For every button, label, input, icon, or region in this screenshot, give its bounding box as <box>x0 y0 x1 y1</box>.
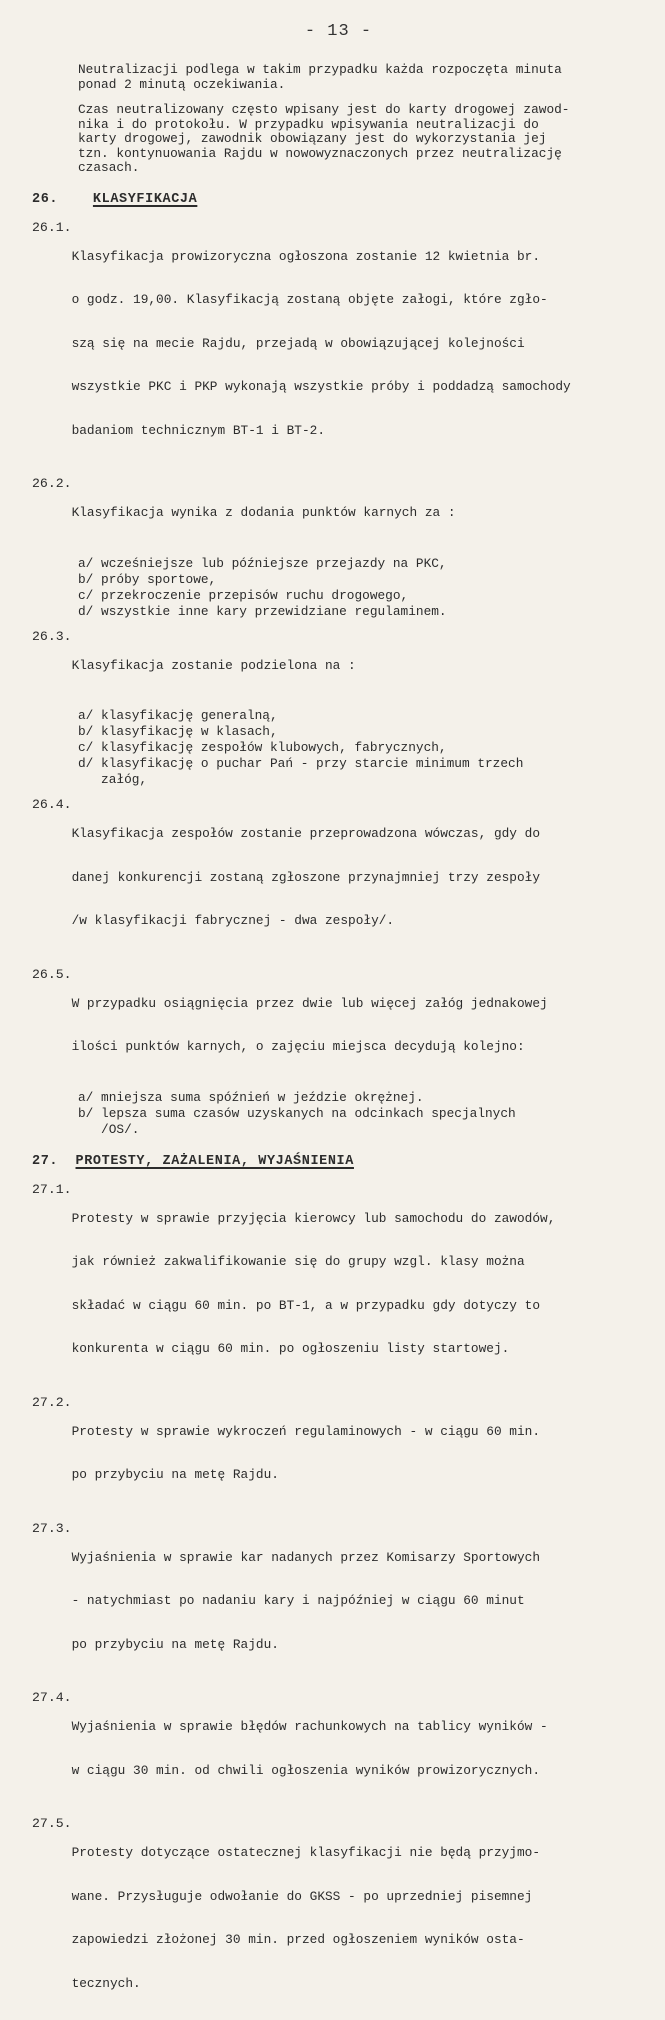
clause-number: 26.4. <box>32 797 72 812</box>
list-item: b/ lepsza suma czasów uzyskanych na odcinkach specjalnych <box>78 1105 516 1121</box>
list-item: c/ przekroczenie przepisów ruchu drogowego, <box>78 587 409 603</box>
clause-number: 27.5. <box>32 1816 72 1831</box>
clause-number: 26.2. <box>32 476 72 491</box>
clause-text <box>72 221 571 468</box>
text-line: nika i do protokołu. W przypadku wpisywania neutralizacji do <box>78 116 539 132</box>
text-line: o godz. 19,00. Klasyfikacją zostaną objęte załogi, które zgło- <box>71 292 548 307</box>
clause-number: 27.2. <box>32 1394 72 1410</box>
text-line: tzn. kontynuowania Rajdu w nowowyznaczonych przez neutralizację <box>78 145 562 161</box>
text-line: /w klasyfikacji fabrycznej - dwa zespoły/. <box>71 913 395 928</box>
text-line: danej konkurencji zostaną zgłoszone przynajmniej trzy zespoły <box>71 869 541 885</box>
clause-27-4 <box>32 1691 645 1807</box>
section-title: KLASYFIKACJA <box>92 191 198 207</box>
text-line: szą się na mecie Rajdu, przejadą w obowiązującej kolejności <box>71 335 525 351</box>
section-number: 27. <box>32 1153 59 1169</box>
text-line: Klasyfikacja zespołów zostanie przeprowadzona wówczas, gdy do <box>71 826 541 841</box>
clause-text <box>72 1691 548 1807</box>
intro-paragraph-2 <box>32 103 645 176</box>
text-line: badaniom technicznym BT-1 i BT-2. <box>71 422 325 438</box>
clause-number: 26.1. <box>32 219 72 235</box>
text-line: W przypadku osiągnięcia przez dwie lub więcej załóg jednakowej <box>71 995 548 1011</box>
text-line: składać w ciągu 60 min. po BT-1, a w przypadku gdy dotyczy to <box>71 1297 541 1313</box>
text-line: - natychmiast po nadaniu kary i najpóźniej w ciągu 60 minut <box>71 1593 525 1608</box>
clause-27-2 <box>32 1396 645 1512</box>
section-title: PROTESTY, ZAŻALENIA, WYJAŚNIENIA <box>75 1153 354 1169</box>
clause-text <box>72 1817 540 2020</box>
text-line: zapowiedzi złożonej 30 min. przed ogłoszeniem wyników osta- <box>71 1932 525 1947</box>
clause-number: 27.3. <box>32 1520 72 1536</box>
list-item: a/ wcześniejsze lub późniejsze przejazdy na PKC, <box>78 555 447 571</box>
text-line: Klasyfikacja zostanie podzielona na : <box>71 657 356 673</box>
text-line: konkurenta w ciągu 60 min. po ogłoszeniu listy startowej. <box>71 1341 510 1356</box>
text-line: wszystkie PKC i PKP wykonają wszystkie próby i poddadzą samochody <box>71 379 571 394</box>
clause-text <box>72 968 548 1084</box>
text-line: Neutralizacji podlega w takim przypadku każda rozpoczęta minuta <box>78 62 562 77</box>
text-line: tecznych. <box>71 1975 141 1991</box>
text-line: ilości punktów karnych, o zajęciu miejsca decydują kolejno: <box>71 1039 525 1054</box>
text-line: Protesty w sprawie wykroczeń regulaminowych - w ciągu 60 min. <box>71 1423 541 1439</box>
text-line: Czas neutralizowany często wpisany jest do karty drogowej zawod- <box>78 102 570 117</box>
intro-paragraph-1 <box>32 63 645 92</box>
section-heading-26 <box>32 192 645 207</box>
clause-26-2 <box>32 477 645 550</box>
clause-text <box>72 630 356 703</box>
list-item: a/ mniejsza suma spóźnień w jeździe okrężnej. <box>78 1089 424 1105</box>
clause-number: 27.1. <box>32 1181 72 1197</box>
sublist-26-2 <box>78 556 645 620</box>
list-item: /OS/. <box>78 1121 140 1137</box>
sublist-26-3 <box>78 708 645 788</box>
clause-number: 26.5. <box>32 966 72 982</box>
clause-26-4 <box>32 798 645 958</box>
list-item: załóg, <box>78 772 148 787</box>
clause-text <box>72 798 540 958</box>
page-number: - 13 - <box>304 22 373 41</box>
text-line: po przybyciu na metę Rajdu. <box>71 1636 279 1652</box>
text-line: wane. Przysługuje odwołanie do GKSS - po uprzedniej pisemnej <box>71 1888 533 1904</box>
clause-text <box>72 1522 540 1682</box>
list-item: b/ klasyfikację w klasach, <box>78 724 278 739</box>
text-line: Protesty w sprawie przyjęcia kierowcy lub samochodu do zawodów, <box>71 1210 556 1226</box>
sublist-26-5 <box>78 1090 645 1138</box>
text-line: w ciągu 30 min. od chwili ogłoszenia wyników prowizorycznych. <box>71 1762 541 1778</box>
clause-26-3 <box>32 630 645 703</box>
text-line: Wyjaśnienia w sprawie kar nadanych przez Komisarzy Sportowych <box>71 1549 541 1565</box>
text-line: po przybyciu na metę Rajdu. <box>71 1467 279 1482</box>
clause-number: 27.4. <box>32 1690 72 1705</box>
clause-number: 26.3. <box>32 628 72 644</box>
list-item: b/ próby sportowe, <box>78 571 217 587</box>
clause-27-1 <box>32 1183 645 1386</box>
clause-text <box>72 477 456 550</box>
text-line: czasach. <box>78 160 140 175</box>
clause-26-1 <box>32 221 645 468</box>
section-heading-27 <box>32 1154 645 1169</box>
clause-27-3 <box>32 1522 645 1682</box>
clause-text <box>72 1396 540 1512</box>
list-item: c/ klasyfikację zespołów klubowych, fabrycznych, <box>78 740 447 755</box>
text-line: Protesty dotyczące ostatecznej klasyfikacji nie będą przyjmo- <box>71 1845 541 1860</box>
text-line: jak również zakwalifikowanie się do grupy wzgl. klasy można <box>71 1254 525 1269</box>
section-number: 26. <box>32 191 59 207</box>
list-item: a/ klasyfikację generalną, <box>78 708 278 723</box>
text-line: Klasyfikacja prowizoryczna ogłoszona zostanie 12 kwietnia br. <box>71 248 541 264</box>
list-item: d/ klasyfikację o puchar Pań - przy starcie minimum trzech <box>78 756 524 771</box>
clause-text <box>72 1183 556 1386</box>
list-item: d/ wszystkie inne kary przewidziane regulaminem. <box>78 603 447 619</box>
text-line: ponad 2 minutą oczekiwania. <box>78 76 286 92</box>
clause-26-5 <box>32 968 645 1084</box>
text-line: Klasyfikacja wynika z dodania punktów karnych za : <box>71 505 456 520</box>
clause-27-5 <box>32 1817 645 2020</box>
text-line: Wyjaśnienia w sprawie błędów rachunkowych na tablicy wyników - <box>71 1719 548 1734</box>
text-line: karty drogowej, zawodnik obowiązany jest do wykorzystania jej <box>78 131 547 146</box>
